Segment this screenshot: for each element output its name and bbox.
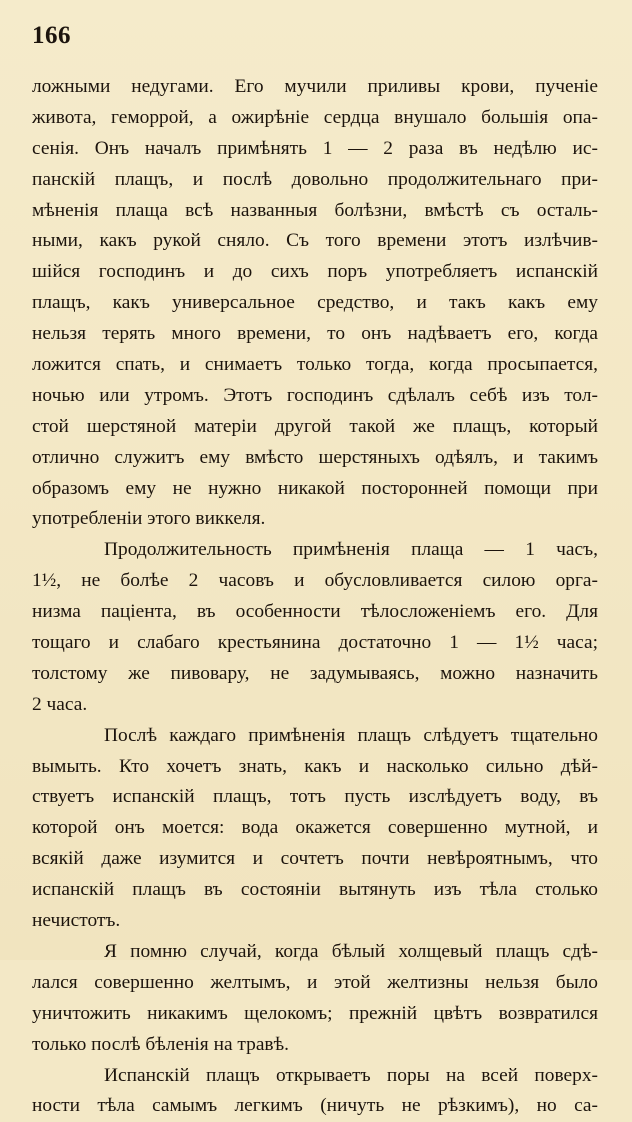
page-number: 166 [32, 22, 71, 49]
text-line: плащъ, какъ универсальное средство, и такъ какъ ему [32, 292, 598, 314]
text-line: употребленіи этого виккеля. [32, 508, 266, 530]
text-line: 1½, не болѣе 2 часовъ и обусловливается силою орга- [32, 570, 598, 592]
text-line: ствуетъ испанскій плащъ, тотъ пусть изслѣдуетъ воду, въ [32, 786, 598, 808]
text-line: шійся господинъ и до сихъ поръ употребляетъ испанскій [32, 261, 598, 283]
text-line: ложными недугами. Его мучили приливы крови, пученіе [32, 76, 598, 97]
text-line: живота, геморрой, а ожирѣніе сердца внушало большія опа- [32, 106, 598, 128]
text-line: лался совершенно желтымъ, и этой желтизны нельзя было [32, 971, 598, 993]
text-line: всякій даже изумится и сочтетъ почти невѣроятнымъ, что [32, 848, 598, 870]
text-line: Испанскій плащъ открываетъ поры на всей поверх- [104, 1064, 598, 1086]
text-line: ночью или утромъ. Этотъ господинъ сдѣлалъ себѣ изъ тол- [32, 384, 598, 406]
text-line: ности тѣла самымъ легкимъ (ничуть не рѣзкимъ), но са- [32, 1095, 598, 1117]
text-line: нельзя терять много времени, то онъ надѣваетъ его, когда [32, 323, 598, 345]
text-line: ными, какъ рукой сняло. Съ того времени этотъ излѣчив- [32, 230, 598, 252]
text-line: которой онъ моется: вода окажется совершенно мутной, и [32, 817, 598, 839]
text-line: толстому же пивовару, не задумываясь, можно назначить [32, 662, 598, 684]
text-line: образомъ ему не нужно никакой посторонней помощи при [32, 477, 598, 499]
text-line: уничтожить никакимъ щелокомъ; прежній цвѣтъ возвратился [32, 1002, 598, 1024]
text-line: панскій плащъ, и послѣ довольно продолжительнаго при- [32, 168, 598, 190]
text-line: 2 часа. [32, 693, 88, 715]
text-line: Продолжительность примѣненія плаща — 1 часъ, [104, 539, 598, 561]
text-line: вымыть. Кто хочетъ знать, какъ и насколько сильно дѣй- [32, 755, 598, 777]
text-line: низма паціента, въ особенности тѣлосложеніемъ его. Для [32, 601, 598, 623]
text-line: Послѣ каждаго примѣненія плащъ слѣдуетъ тщательно [104, 724, 598, 746]
text-line: сенія. Онъ началъ примѣнять 1 — 2 раза въ недѣлю ис- [32, 137, 598, 159]
text-line: мѣненія плаща всѣ названныя болѣзни, вмѣстѣ съ осталь- [32, 199, 598, 221]
text-line: нечистотъ. [32, 910, 121, 932]
text-line: испанскій плащъ въ состояніи вытянуть изъ тѣла столько [32, 879, 598, 901]
text-line: только послѣ бѣленія на травѣ. [32, 1033, 289, 1055]
text-line: ложится спать, и снимаетъ только тогда, когда просыпается, [32, 354, 598, 376]
text-line: отлично служитъ ему вмѣсто шерстяныхъ одѣялъ, и такимъ [32, 446, 598, 468]
text-line: стой шерстяной матеріи другой такой же плащъ, который [32, 415, 598, 437]
text-line: Я помню случай, когда бѣлый холщевый плащъ сдѣ- [104, 940, 598, 962]
text-line: тощаго и слабаго крестьянина достаточно 1 — 1½ часа; [32, 632, 598, 654]
body-text [32, 72, 598, 1122]
